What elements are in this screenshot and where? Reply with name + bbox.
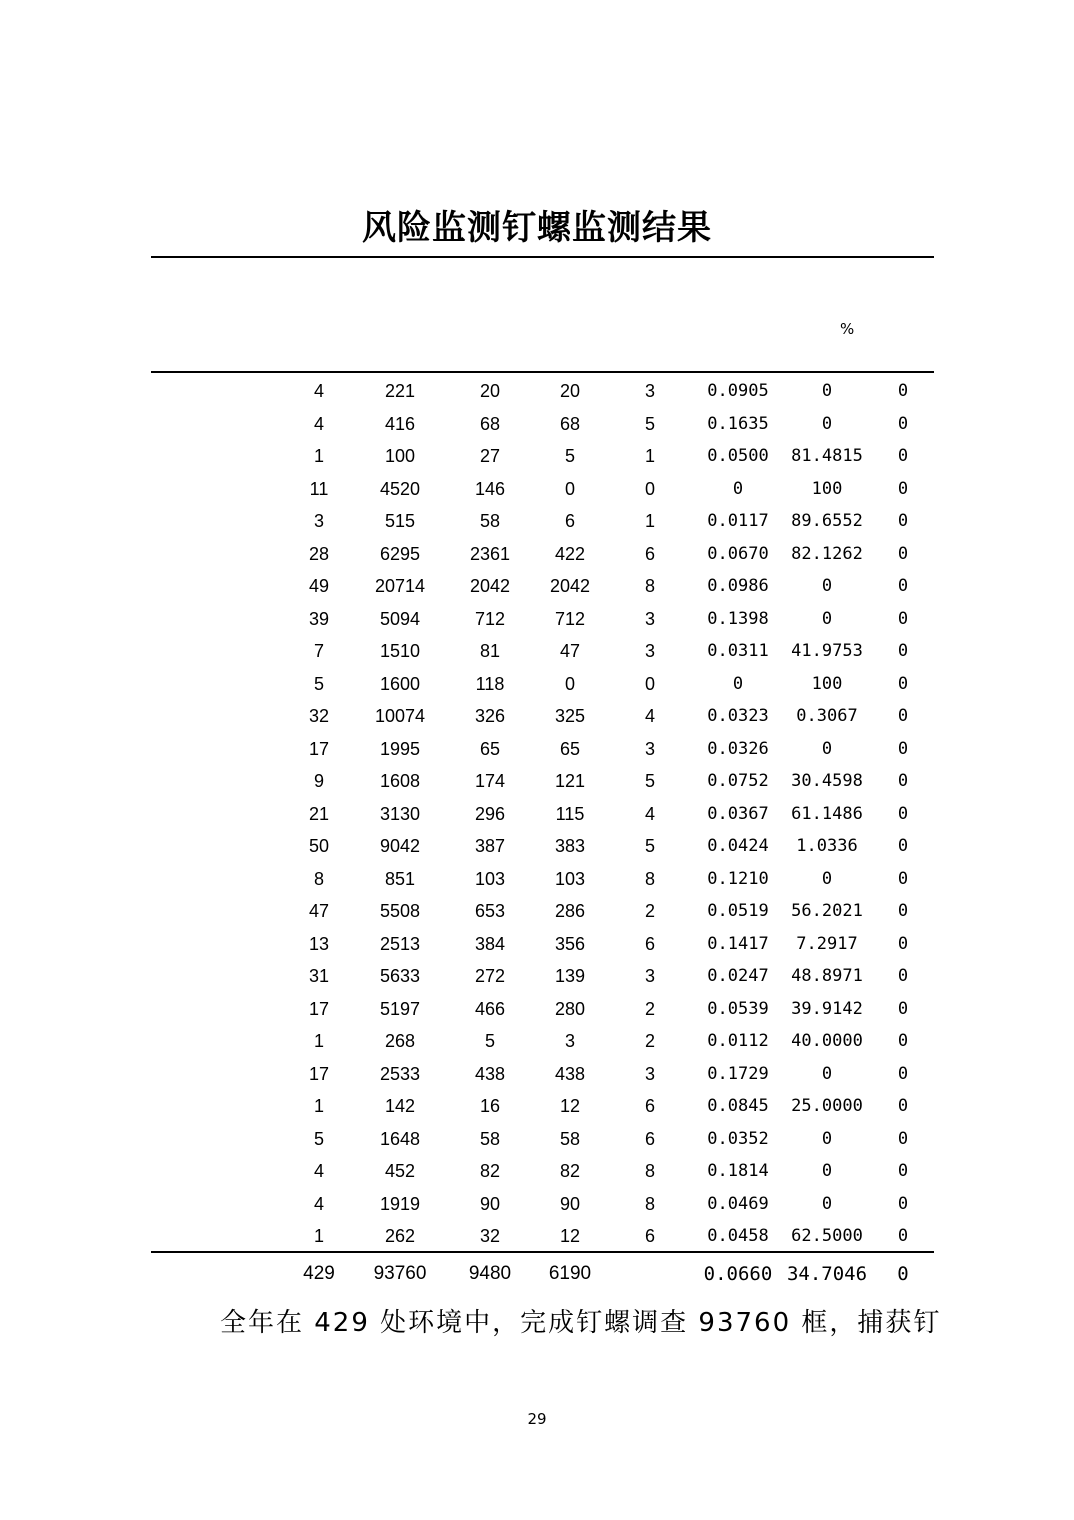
total-cell: 93760 bbox=[373, 1263, 427, 1284]
table-cell: 25.0000 bbox=[791, 1096, 863, 1116]
table-cell: 56.2021 bbox=[791, 901, 863, 921]
table-cell: 0.0117 bbox=[707, 511, 769, 531]
table-cell: 0.1417 bbox=[707, 933, 769, 954]
table-cell: 27 bbox=[479, 446, 501, 466]
table-cell: 17 bbox=[308, 1063, 330, 1084]
table-cell: 65 bbox=[479, 738, 501, 759]
table-cell: 0 bbox=[821, 738, 833, 759]
table-cell: 438 bbox=[474, 1063, 506, 1084]
table-total-rule bbox=[151, 1251, 934, 1253]
table-row bbox=[0, 473, 1074, 506]
table-cell: 9042 bbox=[379, 836, 421, 856]
table-cell: 4520 bbox=[379, 478, 421, 499]
table-cell: 0 bbox=[897, 446, 909, 466]
table-cell: 5 bbox=[313, 673, 324, 694]
table-cell: 0 bbox=[821, 576, 833, 596]
table-cell: 416 bbox=[384, 413, 416, 434]
table-row bbox=[0, 408, 1074, 441]
table-cell: 58 bbox=[479, 511, 501, 531]
table-cell: 3130 bbox=[379, 803, 421, 824]
total-cell bbox=[600, 1258, 700, 1291]
table-cell: 0.0469 bbox=[707, 1193, 769, 1214]
table-row bbox=[0, 668, 1074, 701]
table-cell: 0 bbox=[897, 543, 909, 564]
table-cell: 8 bbox=[644, 576, 655, 596]
table-cell: 262 bbox=[384, 1226, 416, 1246]
table-cell: 4 bbox=[644, 706, 655, 726]
table-cell: 356 bbox=[554, 933, 586, 954]
table-cell: 0 bbox=[821, 868, 833, 889]
table-cell: 1 bbox=[313, 446, 324, 466]
table-cell: 65 bbox=[559, 738, 581, 759]
table-cell: 115 bbox=[555, 803, 585, 824]
table-cell: 5197 bbox=[379, 998, 421, 1019]
table-cell: 0 bbox=[897, 673, 909, 694]
table-cell: 0.0519 bbox=[707, 901, 769, 921]
table-cell: 2042 bbox=[469, 576, 511, 596]
table-row bbox=[0, 1123, 1074, 1156]
table-cell: 13 bbox=[308, 933, 330, 954]
table-cell: 0.1729 bbox=[707, 1063, 769, 1084]
table-cell: 82 bbox=[479, 1161, 501, 1181]
table-row bbox=[0, 1155, 1074, 1188]
table-row bbox=[0, 798, 1074, 831]
page-title: 风险监测钉螺监测结果 bbox=[362, 208, 712, 248]
table-cell: 90 bbox=[559, 1193, 581, 1214]
table-cell: 0.0458 bbox=[707, 1226, 769, 1246]
table-cell: 0.0352 bbox=[707, 1128, 769, 1149]
table-cell: 142 bbox=[384, 1096, 416, 1116]
table-cell: 296 bbox=[474, 803, 506, 824]
table-cell: 4 bbox=[313, 1161, 324, 1181]
table-cell: 0 bbox=[897, 1128, 909, 1149]
table-cell: 6295 bbox=[379, 543, 421, 564]
table-cell: 0 bbox=[897, 641, 909, 661]
table-cell: 4 bbox=[313, 413, 324, 434]
table-cell: 121 bbox=[554, 771, 586, 791]
table-cell: 384 bbox=[474, 933, 506, 954]
results-table bbox=[0, 375, 1074, 1253]
table-cell: 0 bbox=[897, 381, 909, 401]
table-cell: 9 bbox=[313, 771, 324, 791]
table-cell: 0.1635 bbox=[707, 413, 769, 434]
table-cell: 0 bbox=[897, 1063, 909, 1084]
table-cell: 0 bbox=[897, 1161, 909, 1181]
table-cell: 0.0367 bbox=[707, 803, 769, 824]
table-row bbox=[0, 375, 1074, 408]
total-cell: 0.0660 bbox=[703, 1263, 773, 1285]
table-cell: 16 bbox=[479, 1096, 501, 1116]
table-cell: 2 bbox=[644, 901, 655, 921]
table-cell: 712 bbox=[474, 608, 506, 629]
table-cell: 32 bbox=[308, 706, 330, 726]
percent-unit-label: % bbox=[840, 320, 855, 338]
table-cell: 2 bbox=[644, 998, 655, 1019]
table-cell: 100 bbox=[811, 478, 843, 499]
table-cell: 3 bbox=[313, 511, 324, 531]
table-cell: 4 bbox=[313, 381, 324, 401]
table-cell: 1919 bbox=[379, 1193, 421, 1214]
table-cell: 0 bbox=[821, 1161, 833, 1181]
table-row bbox=[0, 960, 1074, 993]
table-row bbox=[0, 603, 1074, 636]
table-cell: 89.6552 bbox=[791, 511, 863, 531]
table-cell: 3 bbox=[564, 1031, 575, 1051]
table-cell: 280 bbox=[554, 998, 586, 1019]
table-cell: 221 bbox=[384, 381, 416, 401]
table-cell: 21 bbox=[308, 803, 330, 824]
table-cell: 49 bbox=[308, 576, 330, 596]
table-cell: 41.9753 bbox=[791, 641, 863, 661]
table-cell: 81 bbox=[479, 641, 501, 661]
table-cell: 58 bbox=[559, 1128, 581, 1149]
table-cell: 0 bbox=[897, 478, 909, 499]
table-cell: 48.8971 bbox=[791, 966, 863, 986]
table-cell: 12 bbox=[559, 1226, 581, 1246]
table-row bbox=[0, 505, 1074, 538]
table-cell: 118 bbox=[475, 673, 505, 694]
table-cell: 68 bbox=[559, 413, 581, 434]
table-cell: 8 bbox=[644, 1161, 655, 1181]
table-cell: 0.0986 bbox=[707, 576, 769, 596]
table-cell: 61.1486 bbox=[791, 803, 863, 824]
summary-paragraph: 全年在 429 处环境中，完成钉螺调查 93760 框，捕获钉 bbox=[220, 1308, 942, 1338]
table-cell: 0 bbox=[897, 933, 909, 954]
table-cell: 17 bbox=[308, 738, 330, 759]
table-cell: 0 bbox=[897, 868, 909, 889]
table-cell: 0.1210 bbox=[707, 868, 769, 889]
table-cell: 0 bbox=[897, 608, 909, 629]
table-cell: 5094 bbox=[379, 608, 421, 629]
table-cell: 103 bbox=[474, 868, 506, 889]
table-cell: 0 bbox=[821, 1063, 833, 1084]
table-cell: 1648 bbox=[379, 1128, 421, 1149]
table-cell: 100 bbox=[811, 673, 843, 694]
table-cell: 268 bbox=[384, 1031, 416, 1051]
table-cell: 1 bbox=[313, 1031, 324, 1051]
table-cell: 6 bbox=[564, 511, 575, 531]
table-cell: 0.1398 bbox=[707, 608, 769, 629]
table-cell: 0 bbox=[564, 478, 575, 499]
table-cell: 81.4815 bbox=[791, 446, 863, 466]
table-cell: 851 bbox=[384, 868, 416, 889]
table-cell: 0.0112 bbox=[707, 1031, 769, 1051]
table-cell: 10074 bbox=[374, 706, 426, 726]
table-top-rule bbox=[151, 371, 934, 373]
table-cell: 515 bbox=[384, 511, 416, 531]
table-row bbox=[0, 733, 1074, 766]
table-cell: 3 bbox=[644, 1063, 655, 1084]
table-cell: 2042 bbox=[549, 576, 591, 596]
table-cell: 653 bbox=[474, 901, 506, 921]
table-cell: 5633 bbox=[379, 966, 421, 986]
table-cell: 712 bbox=[554, 608, 586, 629]
total-cell: 0 bbox=[897, 1263, 909, 1285]
table-cell: 0 bbox=[897, 901, 909, 921]
table-cell: 28 bbox=[308, 543, 330, 564]
table-row bbox=[0, 570, 1074, 603]
table-cell: 8 bbox=[313, 868, 324, 889]
table-cell: 62.5000 bbox=[791, 1226, 863, 1246]
table-cell: 0.0500 bbox=[707, 446, 769, 466]
table-cell: 5 bbox=[644, 771, 655, 791]
table-cell: 0 bbox=[897, 1193, 909, 1214]
table-cell: 5 bbox=[644, 836, 655, 856]
table-cell: 103 bbox=[554, 868, 586, 889]
table-cell: 7 bbox=[313, 641, 324, 661]
table-cell: 0.0539 bbox=[707, 998, 769, 1019]
table-cell: 0.0845 bbox=[707, 1096, 769, 1116]
table-cell: 3 bbox=[644, 608, 655, 629]
table-cell: 0 bbox=[897, 998, 909, 1019]
title-rule bbox=[151, 256, 934, 258]
table-cell: 0 bbox=[897, 738, 909, 759]
table-cell: 6 bbox=[644, 1226, 655, 1246]
table-cell: 466 bbox=[474, 998, 506, 1019]
table-cell: 0 bbox=[897, 836, 909, 856]
table-cell: 0.0670 bbox=[707, 543, 769, 564]
table-cell: 7.2917 bbox=[796, 933, 858, 954]
table-row bbox=[0, 765, 1074, 798]
table-cell: 0 bbox=[644, 673, 655, 694]
table-row bbox=[0, 700, 1074, 733]
table-row bbox=[0, 1058, 1074, 1091]
table-cell: 0.0424 bbox=[707, 836, 769, 856]
table-row bbox=[0, 895, 1074, 928]
table-row bbox=[0, 1220, 1074, 1253]
table-cell: 0 bbox=[564, 673, 575, 694]
table-cell: 383 bbox=[554, 836, 586, 856]
table-cell: 0.0752 bbox=[707, 771, 769, 791]
table-cell: 0 bbox=[897, 803, 909, 824]
table-cell: 11 bbox=[309, 478, 329, 499]
table-cell: 0 bbox=[821, 1193, 833, 1214]
table-cell: 146 bbox=[474, 478, 506, 499]
table-cell: 0 bbox=[897, 1096, 909, 1116]
table-cell: 0 bbox=[821, 413, 833, 434]
table-cell: 438 bbox=[554, 1063, 586, 1084]
table-row bbox=[0, 538, 1074, 571]
table-cell: 0.1814 bbox=[707, 1161, 769, 1181]
table-cell: 5 bbox=[484, 1031, 495, 1051]
table-cell: 0 bbox=[897, 966, 909, 986]
table-cell: 39 bbox=[308, 608, 330, 629]
table-cell: 1608 bbox=[379, 771, 421, 791]
table-cell: 0 bbox=[897, 576, 909, 596]
table-cell: 6 bbox=[644, 1128, 655, 1149]
table-cell: 2533 bbox=[379, 1063, 421, 1084]
table-cell: 4 bbox=[644, 803, 655, 824]
table-cell: 6 bbox=[644, 1096, 655, 1116]
table-row bbox=[0, 863, 1074, 896]
table-cell: 0 bbox=[821, 608, 833, 629]
table-cell: 82 bbox=[559, 1161, 581, 1181]
table-cell: 5 bbox=[313, 1128, 324, 1149]
table-cell: 387 bbox=[474, 836, 506, 856]
table-cell: 4 bbox=[313, 1193, 324, 1214]
table-cell: 0 bbox=[897, 413, 909, 434]
table-cell: 1995 bbox=[379, 738, 421, 759]
table-cell: 31 bbox=[308, 966, 330, 986]
table-cell: 325 bbox=[554, 706, 586, 726]
table-cell: 30.4598 bbox=[791, 771, 863, 791]
table-cell: 6 bbox=[644, 543, 655, 564]
total-row bbox=[0, 1258, 1074, 1291]
total-cell: 429 bbox=[303, 1263, 335, 1284]
table-cell: 326 bbox=[474, 706, 506, 726]
table-cell: 40.0000 bbox=[791, 1031, 863, 1051]
total-cell: 34.7046 bbox=[786, 1263, 868, 1285]
table-cell: 0 bbox=[821, 1128, 833, 1149]
total-cell: 6190 bbox=[548, 1263, 592, 1284]
table-row bbox=[0, 440, 1074, 473]
table-cell: 3 bbox=[644, 738, 655, 759]
table-cell: 6 bbox=[644, 933, 655, 954]
table-cell: 0.0905 bbox=[707, 381, 769, 401]
table-cell: 1 bbox=[644, 446, 655, 466]
table-cell: 139 bbox=[554, 966, 586, 986]
table-cell: 100 bbox=[384, 446, 416, 466]
table-cell: 2361 bbox=[469, 543, 511, 564]
table-cell: 3 bbox=[644, 966, 655, 986]
table-cell: 422 bbox=[554, 543, 586, 564]
table-cell: 82.1262 bbox=[791, 543, 863, 564]
table-cell: 0.0247 bbox=[707, 966, 769, 986]
table-row bbox=[0, 993, 1074, 1026]
table-cell: 1510 bbox=[379, 641, 421, 661]
table-cell: 32 bbox=[479, 1226, 501, 1246]
table-cell: 0 bbox=[897, 771, 909, 791]
table-cell: 20 bbox=[479, 381, 501, 401]
table-cell: 8 bbox=[644, 868, 655, 889]
table-cell: 286 bbox=[554, 901, 586, 921]
page-number: 29 bbox=[527, 1410, 547, 1428]
table-cell: 20714 bbox=[374, 576, 426, 596]
table-cell: 0 bbox=[644, 478, 655, 499]
table-cell: 0 bbox=[732, 478, 744, 499]
table-cell: 452 bbox=[384, 1161, 416, 1181]
table-cell: 47 bbox=[559, 641, 581, 661]
table-cell: 5 bbox=[644, 413, 655, 434]
table-cell: 58 bbox=[479, 1128, 501, 1149]
table-cell: 272 bbox=[474, 966, 506, 986]
table-cell: 0 bbox=[732, 673, 744, 694]
table-cell: 174 bbox=[474, 771, 506, 791]
table-cell: 0.3067 bbox=[796, 706, 858, 726]
table-cell: 2 bbox=[644, 1031, 655, 1051]
table-cell: 0.0311 bbox=[707, 641, 769, 661]
table-row bbox=[0, 635, 1074, 668]
table-cell: 12 bbox=[559, 1096, 581, 1116]
table-cell: 5508 bbox=[379, 901, 421, 921]
table-cell: 1.0336 bbox=[796, 836, 858, 856]
total-cell: 9480 bbox=[468, 1263, 512, 1284]
table-cell: 90 bbox=[479, 1193, 501, 1214]
table-cell: 3 bbox=[644, 381, 655, 401]
table-cell: 1 bbox=[313, 1226, 324, 1246]
table-cell: 17 bbox=[308, 998, 330, 1019]
table-cell: 5 bbox=[564, 446, 575, 466]
table-cell: 47 bbox=[308, 901, 330, 921]
table-row bbox=[0, 1090, 1074, 1123]
table-cell: 1 bbox=[644, 511, 655, 531]
table-cell: 0 bbox=[897, 511, 909, 531]
table-cell: 50 bbox=[308, 836, 330, 856]
table-cell: 39.9142 bbox=[791, 998, 863, 1019]
table-cell: 0 bbox=[897, 706, 909, 726]
table-cell: 20 bbox=[559, 381, 581, 401]
table-row bbox=[0, 1025, 1074, 1058]
table-row bbox=[0, 928, 1074, 961]
table-row bbox=[0, 830, 1074, 863]
table-cell: 1600 bbox=[379, 673, 421, 694]
table-cell: 2513 bbox=[379, 933, 421, 954]
table-cell: 68 bbox=[479, 413, 501, 434]
table-cell: 8 bbox=[644, 1193, 655, 1214]
table-cell: 0.0326 bbox=[707, 738, 769, 759]
table-cell: 0 bbox=[897, 1031, 909, 1051]
table-cell: 0 bbox=[897, 1226, 909, 1246]
table-cell: 0.0323 bbox=[707, 706, 769, 726]
table-cell: 3 bbox=[644, 641, 655, 661]
table-cell: 0 bbox=[821, 381, 833, 401]
table-row bbox=[0, 1188, 1074, 1221]
table-cell: 1 bbox=[313, 1096, 324, 1116]
